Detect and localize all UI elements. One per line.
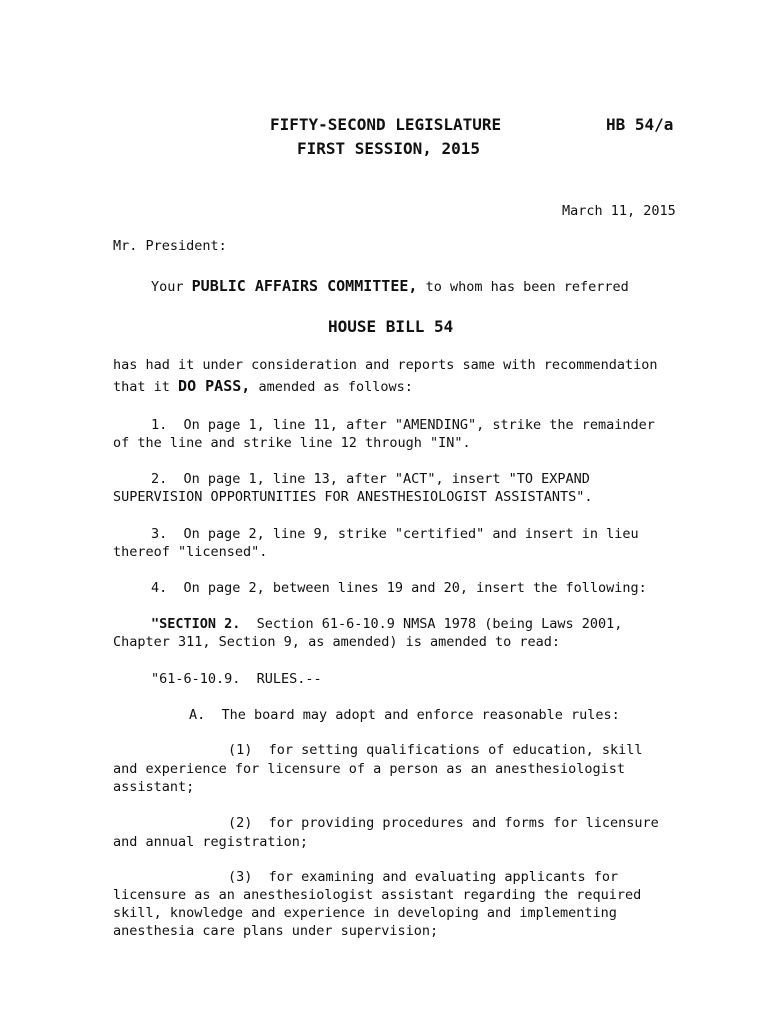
committee-name: PUBLIC AFFAIRS COMMITTEE, (191, 277, 418, 295)
session-title: FIRST SESSION, 2015 (297, 139, 481, 158)
report-line-2 (113, 377, 413, 396)
report-date: March 11, 2015 (562, 203, 676, 219)
salutation: Mr. President: (113, 238, 227, 254)
section-text: Section 61-6-10.9 NMSA 1978 (being Laws 2001, (256, 616, 623, 632)
item-3-line-2: licensure as an anesthesiologist assistant regarding the required (113, 887, 642, 903)
bill-id: HB 54/a (606, 115, 674, 134)
item-2-line-1: (2) for providing procedures and forms for licensure (228, 815, 659, 831)
report-prefix: that it (113, 379, 170, 395)
amendment-2-line-1: 2. On page 1, line 13, after "ACT", insert "TO EXPAND (151, 471, 590, 487)
amendment-4-line-1: 4. On page 2, between lines 19 and 20, insert the following: (151, 580, 647, 596)
item-2-line-2: and annual registration; (113, 834, 309, 850)
report-line-1: has had it under consideration and reports same with recommendation (113, 357, 658, 373)
amendment-1-line-2: of the line and strike line 12 through "IN". (113, 435, 471, 451)
report-suffix: amended as follows: (258, 379, 413, 395)
referral-suffix: to whom has been referred (425, 279, 629, 295)
rules-heading: "61-6-10.9. RULES.-- (151, 671, 322, 687)
amendment-3-line-2: thereof "licensed". (113, 544, 268, 560)
item-1-line-3: assistant; (113, 779, 195, 795)
item-3-line-4: anesthesia care plans under supervision; (113, 923, 439, 939)
item-3-line-1: (3) for examining and evaluating applicants for (228, 869, 619, 885)
item-3-line-3: skill, knowledge and experience in developing and implementing (113, 905, 617, 921)
item-1-line-2: and experience for licensure of a person as an anesthesiologist (113, 761, 626, 777)
subsection-a: A. The board may adopt and enforce reasonable rules: (189, 707, 620, 723)
referral-line (151, 277, 629, 296)
section-label: "SECTION 2. (151, 616, 241, 632)
item-1-line-1: (1) for setting qualifications of education, skill (228, 742, 643, 758)
amendment-3-line-1: 3. On page 2, line 9, strike "certified" and insert in lieu (151, 526, 639, 542)
bill-title: HOUSE BILL 54 (328, 317, 454, 336)
recommendation: DO PASS, (178, 377, 251, 395)
legislature-title: FIFTY-SECOND LEGISLATURE (270, 115, 502, 134)
section-line-1 (151, 615, 622, 633)
amendment-2-line-2: SUPERVISION OPPORTUNITIES FOR ANESTHESIOLOGIST ASSISTANTS". (113, 489, 593, 505)
section-line-2: Chapter 311, Section 9, as amended) is amended to read: (113, 634, 561, 650)
amendment-1-line-1: 1. On page 1, line 11, after "AMENDING", strike the remainder (151, 417, 655, 433)
referral-prefix: Your (151, 279, 184, 295)
